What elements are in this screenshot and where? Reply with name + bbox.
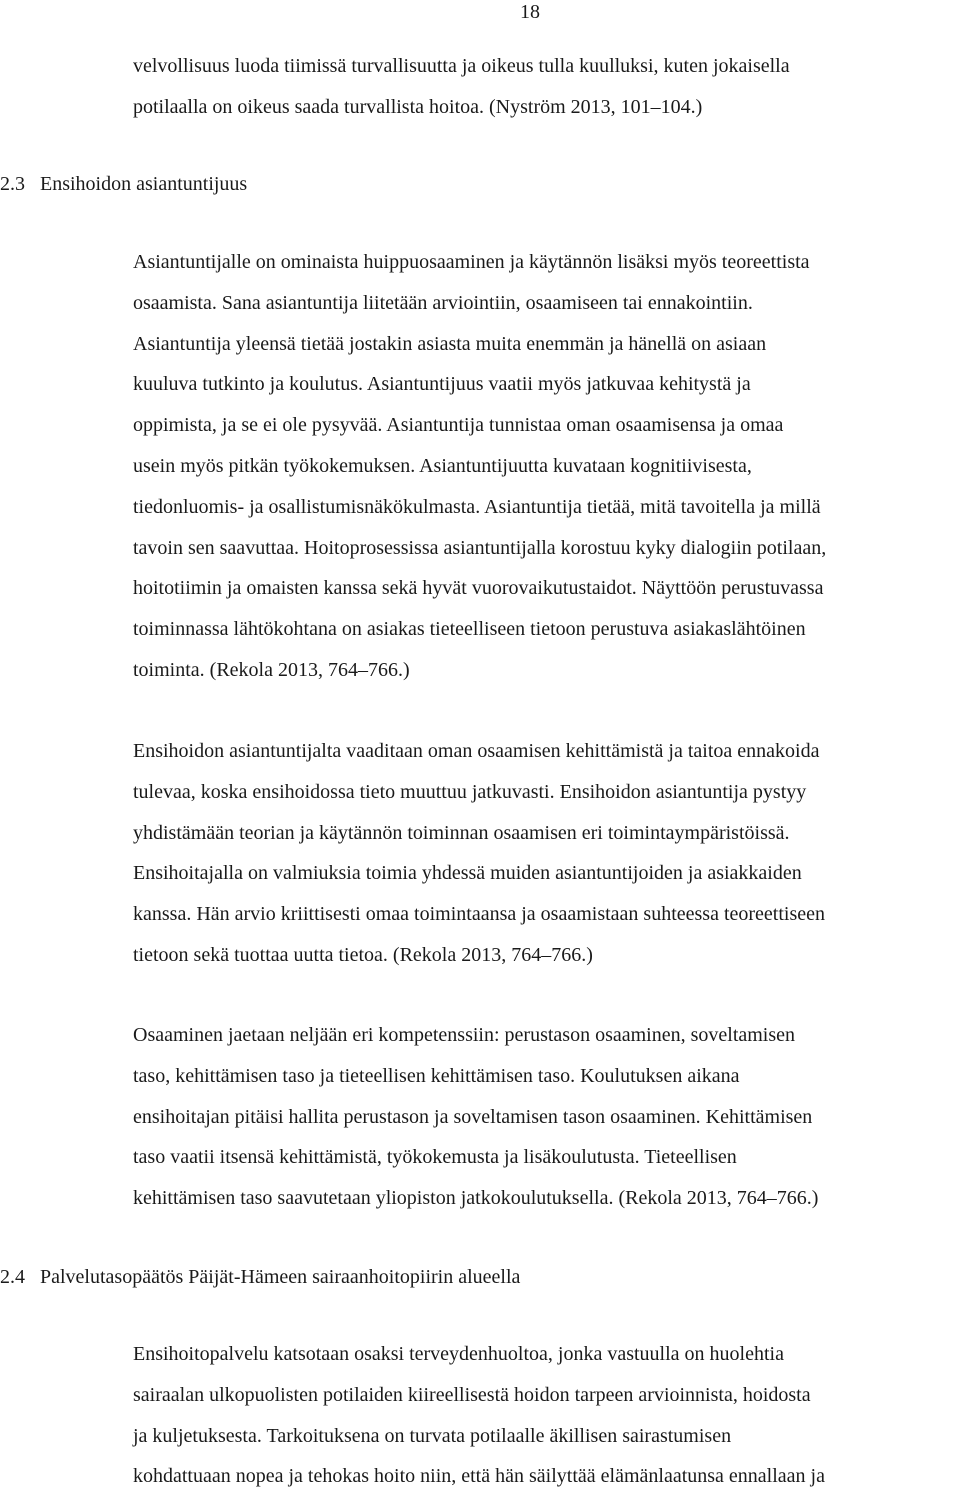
section-title: Palvelutasopäätös Päijät-Hämeen sairaanhoitopiirin alueella	[40, 1266, 521, 1288]
paragraph-intro	[133, 46, 960, 128]
text-line: kehittämisen taso saavutetaan yliopiston jatkokoulutuksella. (Rekola 2013, 764–766.)	[133, 1187, 819, 1210]
section-number: 2.4	[0, 1266, 25, 1288]
text-line: Ensihoitopalvelu katsotaan osaksi terveydenhuoltoa, jonka vastuulla on huolehtia	[133, 1343, 784, 1365]
text-line: toiminnassa lähtökohtana on asiakas tieteelliseen tietoon perustuva asiakaslähtöinen	[133, 618, 806, 641]
text-line: taso vaatii itsensä kehittämistä, työkokemusta ja lisäkoulutusta. Tieteellisen	[133, 1146, 737, 1169]
text-line: Ensihoidon asiantuntijalta vaaditaan oman osaamisen kehittämistä ja taitoa ennakoida	[133, 740, 820, 762]
paragraph-ensihoitopalvelu	[133, 1334, 960, 1497]
section-heading-2-4	[0, 1265, 520, 1289]
text-line: tietoon sekä tuottaa uutta tietoa. (Rekola 2013, 764–766.)	[133, 943, 593, 966]
text-line: ensihoitajan pitäisi hallita perustason ja soveltamisen tason osaaminen. Kehittämisen	[133, 1105, 813, 1128]
paragraph-kompetenssit	[133, 1015, 960, 1219]
text-line: osaamista. Sana asiantuntija liitetään arviointiin, osaamiseen tai ennakointiin.	[133, 291, 753, 314]
text-line: tavoin sen saavuttaa. Hoitoprosessissa asiantuntijalla korostuu kyky dialogiin potilaan,	[133, 536, 827, 559]
section-heading-2-3	[0, 172, 247, 196]
text-line: yhdistämään teorian ja käytännön toiminnan osaamisen eri toimintaympäristöissä.	[133, 821, 790, 844]
text-line: Ensihoitajalla on valmiuksia toimia yhdessä muiden asiantuntijoiden ja asiakkaiden	[133, 862, 802, 885]
text-line: taso, kehittämisen taso ja tieteellisen kehittämisen taso. Koulutuksen aikana	[133, 1064, 740, 1087]
text-line: Asiantuntijalle on ominaista huippuosaaminen ja käytännön lisäksi myös teoreettista	[133, 251, 810, 273]
text-line: toiminta. (Rekola 2013, 764–766.)	[133, 658, 410, 681]
text-line: kuuluva tutkinto ja koulutus. Asiantuntijuus vaatii myös jatkuvaa kehitystä ja	[133, 373, 751, 396]
text-line: tiedonluomis- ja osallistumisnäkökulmasta. Asiantuntija tietää, mitä tavoitella ja millä	[133, 495, 821, 518]
text-line: potilaalla on oikeus saada turvallista hoitoa. (Nyström 2013, 101–104.)	[133, 95, 703, 118]
text-line: Asiantuntija yleensä tietää jostakin asiasta muita enemmän ja hänellä on asiaan	[133, 332, 767, 355]
text-line: ja kuljetuksesta. Tarkoituksena on turvata potilaalle äkillisen sairastumisen	[133, 1424, 732, 1447]
section-title: Ensihoidon asiantuntijuus	[40, 173, 248, 195]
text-line: kohdattuaan nopea ja tehokas hoito niin, että hän säilyttää elämänlaatunsa ennallaan ja	[133, 1465, 825, 1488]
text-line: oppimista, ja se ei ole pysyvää. Asiantuntija tunnistaa oman osaamisensa ja omaa	[133, 414, 784, 437]
text-line: tulevaa, koska ensihoidossa tieto muuttuu jatkuvasti. Ensihoidon asiantuntija pystyy	[133, 780, 807, 803]
text-line: velvollisuus luoda tiimissä turvallisuutta ja oikeus tulla kuulluksi, kuten jokaisella	[133, 55, 790, 77]
page-number: 18	[520, 1, 540, 23]
text-line: kanssa. Hän arvio kriittisesti omaa toimintaansa ja osaamistaan suhteessa teoreettiseen	[133, 903, 826, 926]
text-line: sairaalan ulkopuolisten potilaiden kiireellisestä hoidon tarpeen arvioinnista, hoidosta	[133, 1383, 811, 1406]
paragraph-ensihoidon-asiantuntija	[133, 731, 960, 976]
text-line: usein myös pitkän työkokemuksen. Asiantuntijuutta kuvataan kognitiivisesta,	[133, 454, 752, 477]
section-number: 2.3	[0, 173, 25, 195]
text-line: hoitotiimin ja omaisten kanssa sekä hyvät vuorovaikutustaidot. Näyttöön perustuvassa	[133, 577, 824, 600]
text-line: Osaaminen jaetaan neljään eri kompetenssiin: perustason osaaminen, soveltamisen	[133, 1024, 796, 1046]
paragraph-asiantuntijuus	[133, 242, 960, 691]
